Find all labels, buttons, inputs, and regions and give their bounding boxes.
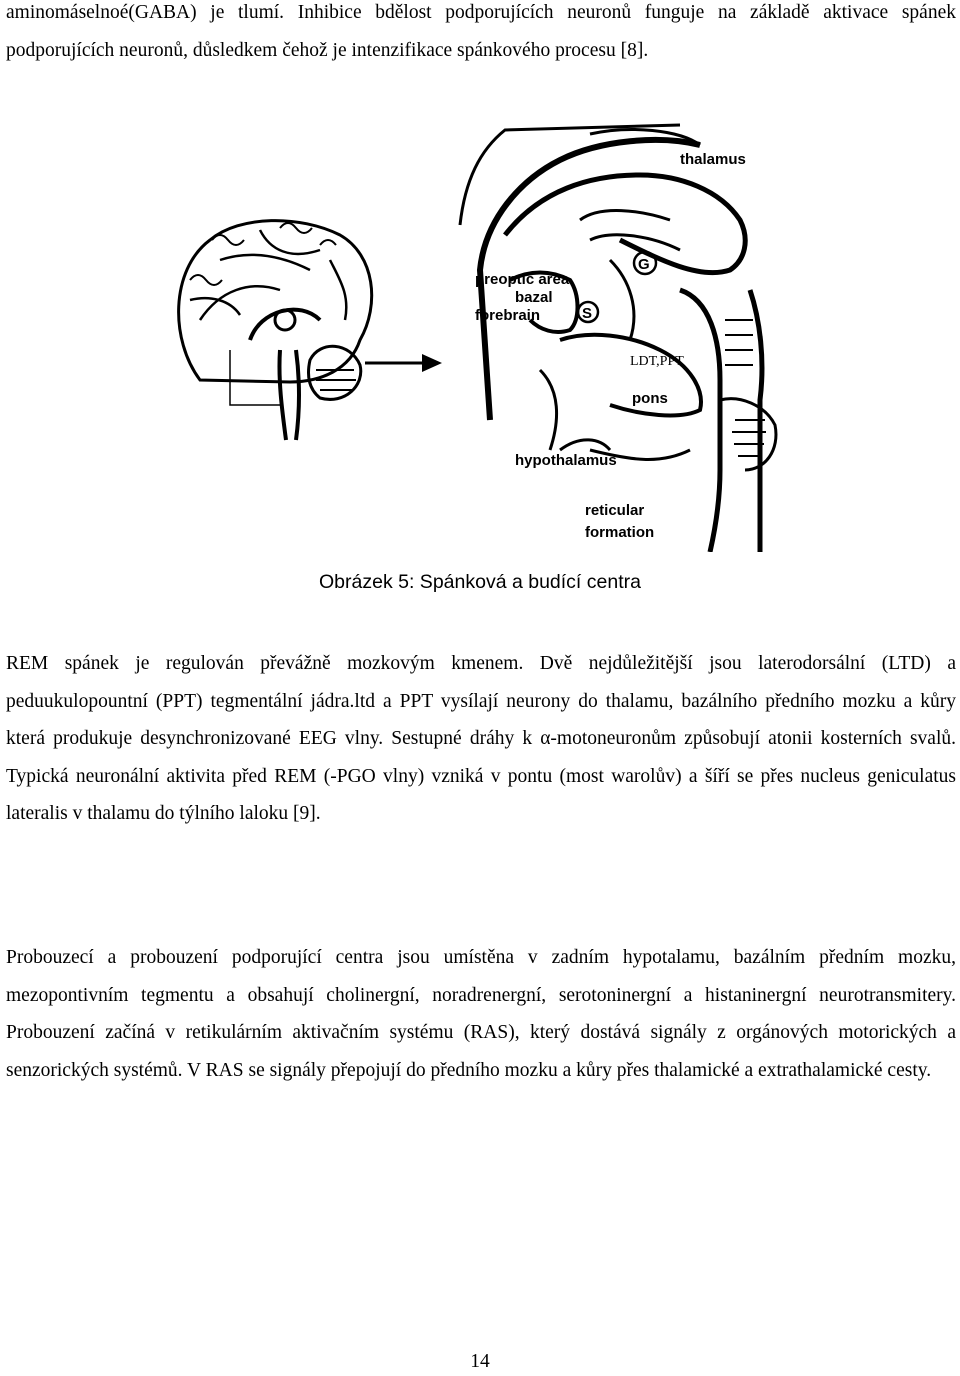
brain-diagram-svg [160, 120, 780, 552]
label-hypothalamus: hypothalamus [515, 452, 617, 469]
whole-brain-drawing [179, 221, 372, 440]
label-pons: pons [632, 390, 668, 407]
label-bazal: bazal [515, 289, 553, 306]
label-forebrain: forebrain [475, 307, 541, 324]
marker-s-label: S [582, 305, 593, 322]
label-ldt-ppt: LDT,PPT [630, 354, 684, 369]
label-thalamus: thalamus [680, 151, 746, 168]
label-preoptic-area: preoptic area [475, 271, 570, 288]
paragraph-rem-sleep: REM spánek je regulován převážně mozkovým kmenem. Dvě nejdůležitější jsou laterodorsální (LTD) a peduukulopountní (PPT) tegmentální jádra.ltd a PPT vysílají neurony do thalamu, bazálního předního mozku a kůry která produkuje desynchronizované EEG vlny. Sestupné dráhy k α-motoneuronům způsobují atonii kosterních svalů. Typická neuronální aktivita před REM (-PGO vlny) vzniká v pontu (most warolův) a šíří se přes nucleus geniculatus lateralis v thalamu do týlního laloku [9]. [6, 653, 956, 825]
pointer-arrow [365, 354, 442, 372]
brain-sleep-centers-figure [160, 120, 780, 552]
page-number: 14 [470, 1351, 490, 1372]
figure-caption: Obrázek 5: Spánková a budící centra [319, 571, 641, 593]
paragraph-sleep-inhibition: aminomáselnoé(GABA) je tlumí. Inhibice bdělost podporujících neuronů funguje na základě aktivace spánek podporujících neuronů, důsledkem čehož je intenzifikace spánkového procesu [8]. [6, 2, 956, 61]
paragraph-arousal-centers: Probouzecí a probouzení podporující centra jsou umístěna v zadním hypotalamu, bazálním předním mozku, mezopontivním tegmentu a obsahují cholinergní, noradrenergní, serotoninergní a histaninergní neurotransmitery. Probouzení začíná v retikulárním aktivačním systému (RAS), který dostává signály z orgánových motorických a senzorických systémů. V RAS se signály přepojují do předního mozku a kůry přes thalamické a extrathalamické cesty. [6, 947, 956, 1081]
label-formation: formation [585, 524, 655, 541]
marker-g-label: G [638, 256, 650, 273]
label-reticular: reticular [585, 502, 645, 519]
sagittal-section-drawing [460, 125, 776, 552]
